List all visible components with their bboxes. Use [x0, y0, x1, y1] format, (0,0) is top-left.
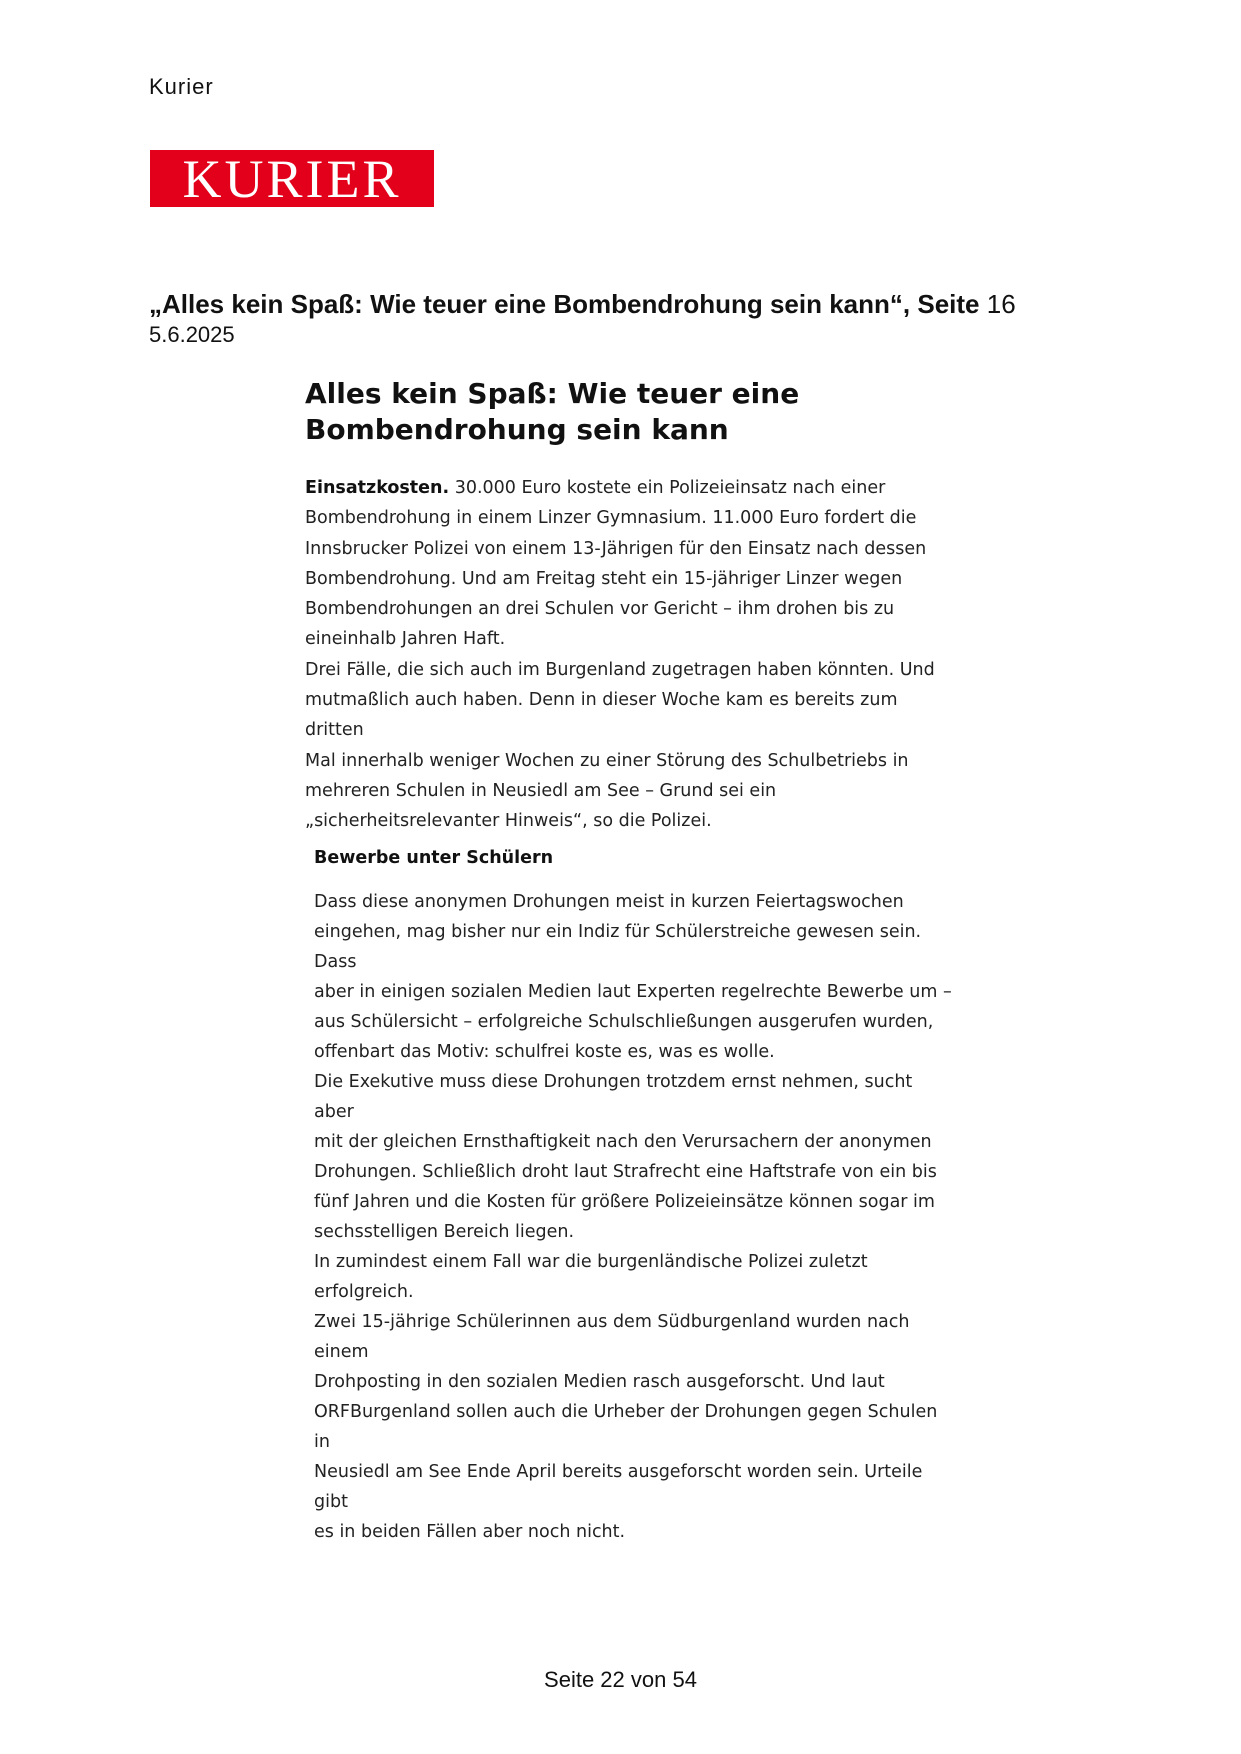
article-reference-title: „Alles kein Spaß: Wie teuer eine Bombendrohung sein kann“, Seite — [149, 289, 980, 319]
lead-line: Bombendrohung in einem Linzer Gymnasium. 11.000 Euro fordert die — [305, 508, 917, 529]
article-date: 5.6.2025 — [149, 322, 235, 347]
lead-line: eineinhalb Jahren Haft. — [305, 629, 506, 650]
lead-line: mehreren Schulen in Neusiedl am See – Grund sei ein — [305, 780, 777, 801]
lead-line: mutmaßlich auch haben. Denn in dieser Woche kam es bereits zum dritten — [305, 690, 898, 741]
body-line: Zwei 15-jährige Schülerinnen aus dem Südburgenland wurden nach einem — [314, 1312, 910, 1362]
source-label: Kurier — [149, 74, 214, 99]
page-footer: Seite 22 von 54 — [544, 1667, 697, 1692]
body-line: Drohposting in den sozialen Medien rasch ausgeforscht. Und laut — [314, 1372, 885, 1392]
body-line: In zumindest einem Fall war die burgenländische Polizei zuletzt erfolgreich. — [314, 1252, 868, 1302]
body-line: Drohungen. Schließlich droht laut Strafrecht eine Haftstrafe von ein bis — [314, 1162, 937, 1182]
body-line: es in beiden Fällen aber noch nicht. — [314, 1522, 626, 1542]
body-line: mit der gleichen Ernsthaftigkeit nach den Verursachern der anonymen — [314, 1132, 932, 1152]
lead-kicker: Einsatzkosten. — [305, 478, 450, 498]
lead-line: Innsbrucker Polizei von einem 13-Jährigen für den Einsatz nach dessen — [305, 538, 927, 559]
body-line: Dass diese anonymen Drohungen meist in kurzen Feiertagswochen — [314, 892, 904, 912]
body-line: sechsstelligen Bereich liegen. — [314, 1222, 575, 1242]
article-section — [314, 846, 954, 1547]
section-body — [314, 887, 954, 1547]
lead-line: Drei Fälle, die sich auch im Burgenland zugetragen haben könnten. Und — [305, 659, 935, 680]
kurier-logo — [150, 150, 434, 207]
section-subheading: Bewerbe unter Schülern — [314, 848, 554, 868]
body-line: eingehen, mag bisher nur ein Indiz für Schülerstreiche gewesen sein. Dass — [314, 922, 922, 972]
lead-line: Bombendrohungen an drei Schulen vor Gericht – ihm drohen bis zu — [305, 599, 895, 620]
logo-text: KURIER — [182, 148, 402, 209]
body-line: ORFBurgenland sollen auch die Urheber der Drohungen gegen Schulen in — [314, 1402, 938, 1452]
clip-headline — [305, 376, 945, 448]
lead-line: „sicherheitsrelevanter Hinweis“, so die Polizei. — [305, 811, 712, 832]
article-reference — [149, 289, 1016, 320]
body-line: Neusiedl am See Ende April bereits ausgeforscht worden sein. Urteile gibt — [314, 1462, 923, 1512]
body-line: aber in einigen sozialen Medien laut Experten regelrechte Bewerbe um – — [314, 982, 952, 1002]
body-line: aus Schülersicht – erfolgreiche Schulschließungen ausgerufen wurden, — [314, 1012, 934, 1032]
article-page-number: 16 — [986, 289, 1016, 319]
body-line: offenbart das Motiv: schulfrei koste es, was es wolle. — [314, 1042, 775, 1062]
clip-headline-line-1: Alles kein Spaß: Wie teuer eine — [305, 377, 800, 410]
lead-line: Mal innerhalb weniger Wochen zu einer Störung des Schulbetriebs in — [305, 750, 909, 771]
body-line: fünf Jahren und die Kosten für größere Polizeieinsätze können sogar im — [314, 1192, 935, 1212]
body-line: Die Exekutive muss diese Drohungen trotzdem ernst nehmen, sucht aber — [314, 1072, 913, 1122]
article-clip — [305, 376, 945, 837]
clip-headline-line-2: Bombendrohung sein kann — [305, 413, 729, 446]
lead-line: 30.000 Euro kostete ein Polizeieinsatz nach einer — [449, 478, 886, 498]
lead-line: Bombendrohung. Und am Freitag steht ein 15-jähriger Linzer wegen — [305, 568, 903, 589]
lead-paragraph — [305, 473, 945, 837]
